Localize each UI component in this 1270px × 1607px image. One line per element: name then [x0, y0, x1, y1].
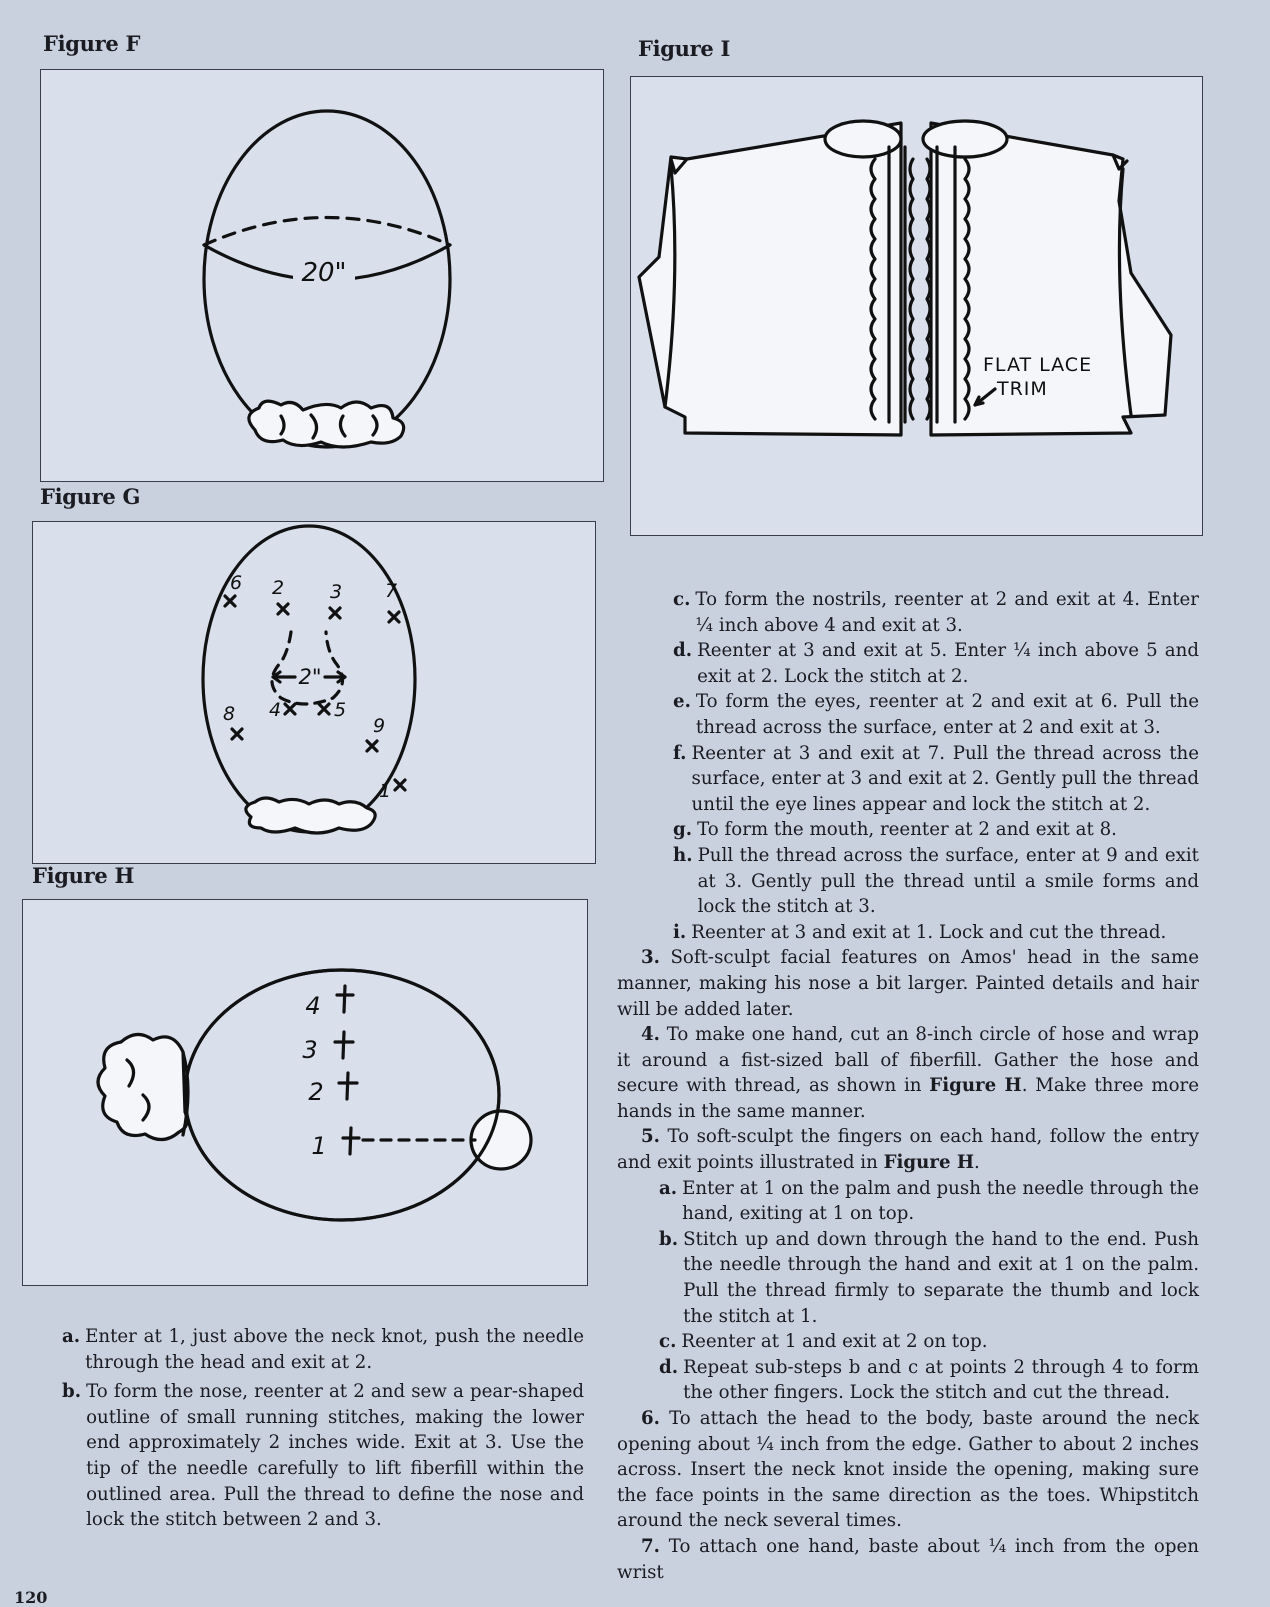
figure-g: [32, 521, 596, 864]
gathered-wrist: [98, 1034, 187, 1139]
step-6: [617, 1406, 1199, 1534]
step-b: [62, 1379, 584, 1533]
figure-ref: Figure H: [883, 1152, 975, 1174]
step-number: 3.: [641, 947, 660, 969]
figure-i-drawing: [631, 77, 1202, 535]
thumb-circle: [471, 1111, 531, 1169]
step-number: 7.: [641, 1535, 660, 1557]
finger-2-label: 2: [308, 1078, 324, 1106]
step-key: a.: [62, 1326, 81, 1347]
back-dashed-line: [204, 218, 450, 246]
point-6-mark: [225, 596, 235, 606]
finger-1-label: 1: [311, 1132, 327, 1160]
step-text-end: .: [974, 1152, 980, 1174]
figure-i: [630, 76, 1203, 536]
step-text: Stitch up and down through the hand to the end. Push the needle through the hand and exit at 1 on the palm. Pull the thread firmly to separate the thumb and lock the stitch at 1.: [683, 1228, 1199, 1327]
figure-h-label: Figure H: [32, 863, 135, 888]
hand-steps: [617, 1176, 1199, 1406]
figure-f-drawing: [41, 70, 603, 481]
neck-knot: [249, 401, 404, 447]
figure-g-drawing: [33, 522, 595, 863]
hand-outline-over: [185, 970, 499, 1220]
step-key: h.: [673, 844, 693, 866]
right-column-text: [617, 587, 1199, 1585]
page-number: 120: [14, 1588, 48, 1607]
step-text: To form the mouth, reenter at 2 and exit at 8.: [697, 819, 1117, 841]
step-number: 5.: [641, 1126, 660, 1148]
step-text: Reenter at 1 and exit at 2 on top.: [681, 1331, 988, 1353]
step-text: Enter at 1, just above the neck knot, push the needle through the head and exit at 2.: [85, 1326, 584, 1373]
figure-g-label: Figure G: [40, 484, 141, 509]
step-e: [673, 689, 1199, 740]
step-key: g.: [673, 819, 693, 841]
point-2-label: 2: [271, 577, 285, 599]
measure-2-label: 2": [298, 665, 322, 689]
step-key: e.: [673, 691, 691, 713]
step-g: [673, 817, 1199, 843]
annotation-trim: TRIM: [997, 378, 1048, 400]
step-key: b.: [62, 1381, 82, 1403]
step-text: To soft-sculpt the fingers on each hand, follow the entry and exit points illustrated in: [617, 1126, 1199, 1174]
step-key: d.: [659, 1356, 679, 1378]
point-4-mark: [285, 704, 295, 714]
step-key: i.: [673, 921, 687, 943]
step-text: Soft-sculpt facial features on Amos' head in the same manner, making his nose a bit larger. Painted details and hair will be added later.: [617, 947, 1199, 1020]
step-text: To form the nose, reenter at 2 and sew a pear-shaped outline of small running stitches, making the lower end approximately 2 inches wide. Exit at 3. Use the tip of the needle carefully to lift fiberfill within the outlined area. Pull the thread to define the nose and lock the stitch between 2 and 3.: [86, 1381, 584, 1531]
step-text-end: . Make three more hands in the same manner.: [617, 1075, 1199, 1122]
step-key: f.: [673, 742, 687, 764]
left-column-text: [62, 1324, 584, 1533]
step-number: 4.: [641, 1024, 660, 1046]
step-5: [617, 1124, 1199, 1175]
figure-h: [22, 899, 588, 1286]
annotation-flat-lace: FLAT LACE: [983, 354, 1093, 376]
point-3-mark: [330, 608, 340, 618]
point-4-label: 4: [268, 699, 282, 721]
hand-step-b: [659, 1227, 1199, 1329]
point-1-mark: [395, 780, 405, 790]
point-8-label: 8: [222, 703, 236, 725]
measure-20-label: 20": [301, 258, 347, 288]
step-text: To attach one hand, baste about ¼ inch from the open wrist: [617, 1535, 1199, 1583]
step-key: c.: [659, 1331, 677, 1353]
point-1-label: 1: [378, 780, 392, 802]
step-number: 6.: [641, 1408, 660, 1429]
lace-trim-center: [910, 159, 930, 419]
step-h: [673, 843, 1199, 920]
step-i: [673, 920, 1199, 946]
step-text: Repeat sub-steps b and c at points 2 through 4 to form the other fingers. Lock the stitch and cut the thread.: [683, 1356, 1199, 1404]
finger-4-label: 4: [305, 992, 321, 1020]
step-4: [617, 1022, 1199, 1124]
point-9-mark: [367, 741, 377, 751]
figure-h-drawing: [23, 900, 587, 1285]
hand-step-c: [659, 1329, 1199, 1355]
point-5-label: 5: [333, 699, 347, 721]
step-text: Reenter at 3 and exit at 1. Lock and cut the thread.: [691, 921, 1167, 943]
finger-2-mark: [339, 1073, 357, 1099]
point-5-mark: [319, 704, 329, 714]
step-d: [673, 638, 1199, 689]
step-key: c.: [673, 589, 691, 610]
point-2-mark: [278, 604, 288, 614]
face-steps: [617, 587, 1199, 945]
hand-step-d: [659, 1355, 1199, 1406]
step-text: To make one hand, cut an 8-inch circle of hose and wrap it around a fist-sized ball of fiberfill. Gather the hose and secure with thread, as shown in: [617, 1024, 1199, 1097]
step-text: Reenter at 3 and exit at 7. Pull the thread across the surface, enter at 3 and exit at 2. Gently pull the thread until the eye lines appear and lock the stitch at 2.: [691, 742, 1199, 815]
point-8-mark: [232, 729, 242, 739]
step-f: [673, 741, 1199, 818]
step-text: To form the nostrils, reenter at 2 and exit at 4. Enter ¼ inch above 4 and exit at 3.: [695, 589, 1199, 636]
step-c: [673, 587, 1199, 638]
step-text: Enter at 1 on the palm and push the needle through the hand, exiting at 1 on top.: [682, 1177, 1199, 1225]
step-text: To form the eyes, reenter at 2 and exit at 6. Pull the thread across the surface, enter at 2 and exit at 3.: [695, 691, 1199, 738]
figure-ref: Figure H: [929, 1075, 1022, 1097]
neck-knot: [246, 798, 375, 833]
step-3: [617, 945, 1199, 1022]
finger-1-mark: [343, 1128, 359, 1154]
step-text: Pull the thread across the surface, enter at 9 and exit at 3. Gently pull the thread until a smile forms and lock the stitch at 3.: [697, 844, 1199, 918]
finger-4-mark: [337, 986, 353, 1012]
point-7-mark: [389, 612, 399, 622]
step-key: b.: [659, 1228, 679, 1250]
step-a: [62, 1324, 584, 1375]
figure-f-label: Figure F: [43, 31, 141, 56]
step-text: To attach the head to the body, baste around the neck opening about ¼ inch from the edge. Gather to about 2 inches across. Insert the neck knot inside the opening, making sure the face points in the same direction as the toes. Whipstitch around the neck several times.: [617, 1408, 1199, 1532]
step-key: a.: [659, 1177, 678, 1199]
point-6-label: 6: [229, 572, 243, 594]
finger-3-label: 3: [302, 1036, 318, 1064]
point-7-label: 7: [384, 580, 398, 602]
point-9-label: 9: [372, 715, 386, 737]
point-3-label: 3: [329, 581, 343, 603]
hand-step-a: [659, 1176, 1199, 1227]
figure-f: [40, 69, 604, 482]
step-7: [617, 1534, 1199, 1585]
finger-3-mark: [335, 1032, 353, 1058]
step-key: d.: [673, 640, 693, 662]
step-text: Reenter at 3 and exit at 5. Enter ¼ inch above 5 and exit at 2. Lock the stitch at 2.: [697, 640, 1199, 687]
figure-i-label: Figure I: [638, 36, 730, 61]
